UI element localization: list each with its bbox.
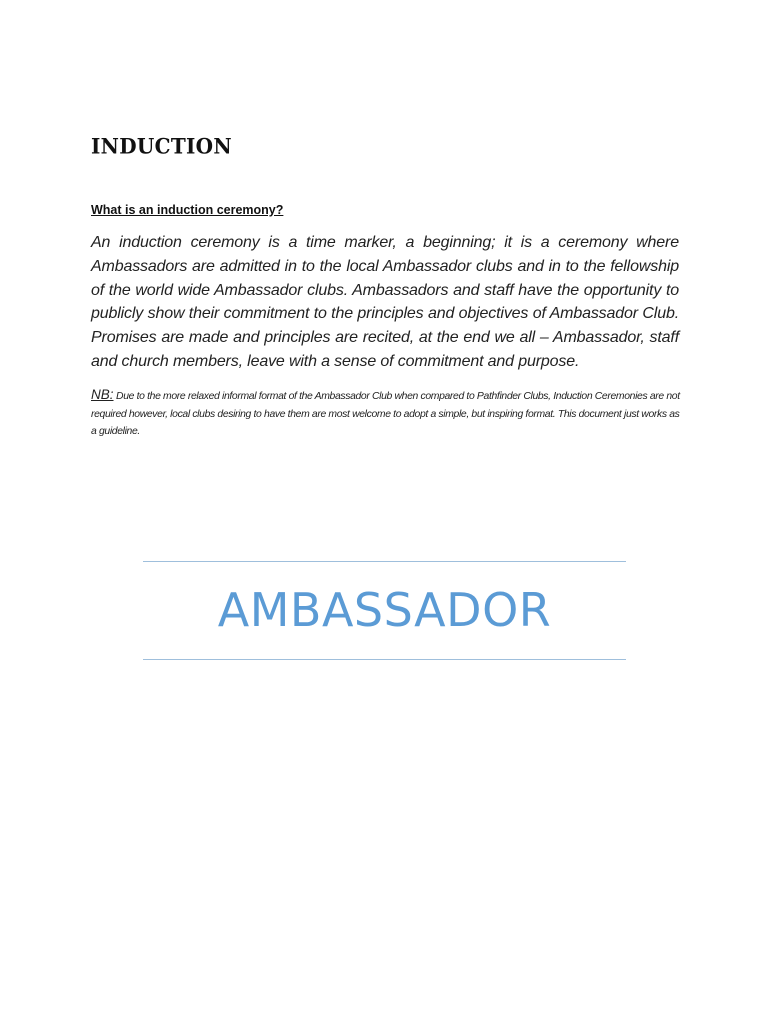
subheading: What is an induction ceremony? — [91, 203, 284, 217]
body-paragraph: An induction ceremony is a time marker, a beginning; it is a ceremony where Ambassadors are admitted in to the local Ambassador clubs and in to the fellowship of the world wide Ambassador clubs. Ambassadors and staff have the opportunity to publicly show their commitment to the principles and objectives of Ambassador Club. Promises are made and principles are recited, at the end we all – Ambassador, staff and church members, leave with a sense of commitment and purpose. — [91, 234, 679, 370]
note-text: Due to the more relaxed informal format of the Ambassador Club when compared to Pathfinder Clubs, Induction Ceremonies are not required however, local clubs desiring to have them are most welcome to adopt a simple, but inspiring format. This document just works as a guideline. — [91, 391, 680, 437]
section-heading: INDUCTION — [91, 133, 232, 159]
document-title: AMBASSADOR — [217, 583, 552, 637]
note-label: NB: — [91, 387, 114, 402]
note-paragraph — [91, 386, 681, 441]
title-bottom-rule — [143, 659, 626, 660]
title-top-rule — [143, 561, 626, 562]
